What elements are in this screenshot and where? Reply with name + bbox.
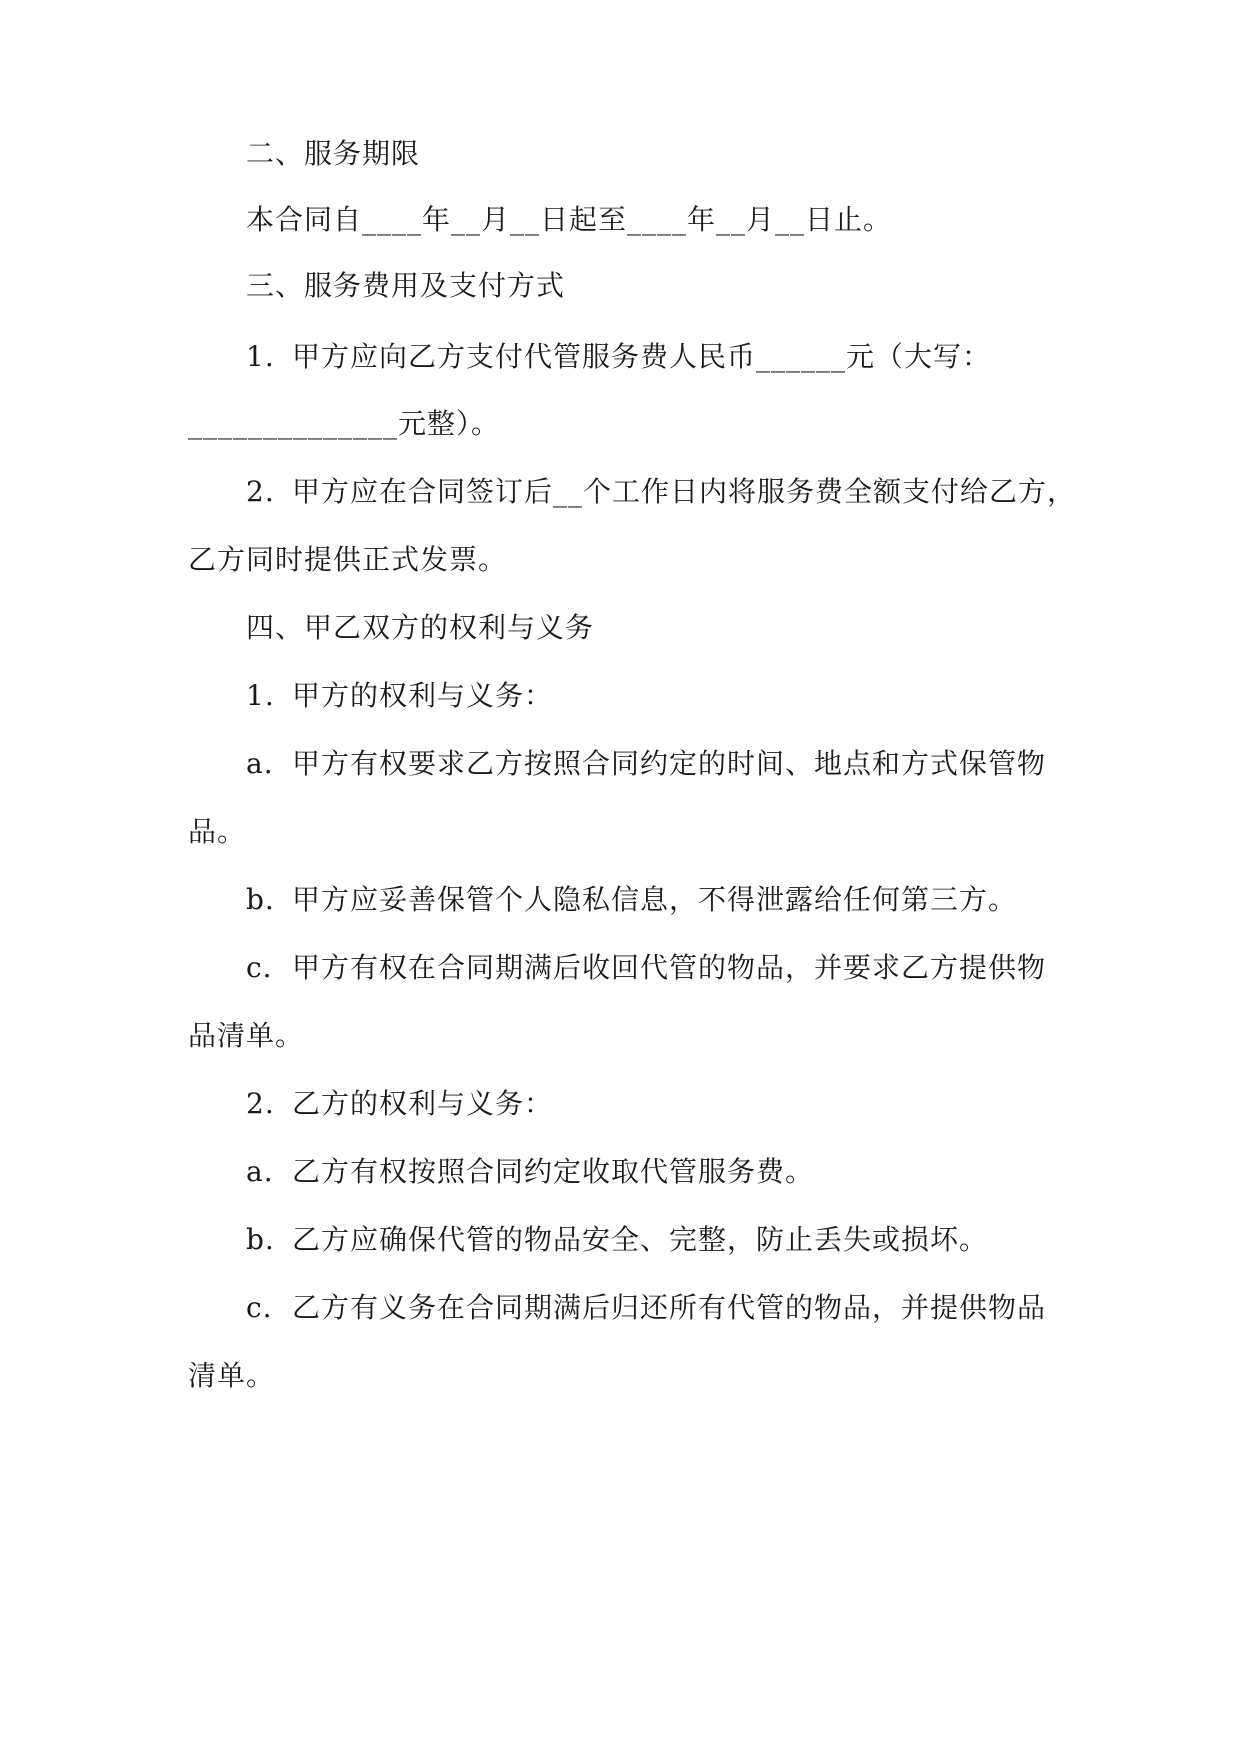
list-marker: 1. [246,340,275,373]
party-a-heading: 1. 甲方的权利与义务： [246,676,1068,716]
section-heading-fees: 三、服务费用及支付方式 [246,269,566,302]
fee-item-2-continued: 乙方同时提供正式发票。 [188,543,508,576]
fee-item-2: 2. 甲方应在合同签订后__个工作日内将服务费全额支付给乙方， [246,472,1068,512]
party-a-item-a-continued: 品。 [188,815,247,848]
party-a-item-a: a. 甲方有权要求乙方按照合同约定的时间、地点和方式保管物 [246,744,1068,784]
fee-item-1: 1. 甲方应向乙方支付代管服务费人民币______元（大写： [246,337,1068,377]
party-a-item-c-continued: 品清单。 [188,1019,305,1052]
party-b-item-c-continued: 清单。 [188,1359,276,1392]
party-b-item-a: a. 乙方有权按照合同约定收取代管服务费。 [246,1152,1068,1192]
list-marker: b. [246,1223,275,1256]
fee-item-1-continued: ______________元整）。 [188,407,501,440]
section-heading-service-term: 二、服务期限 [246,137,421,170]
list-marker: 2. [246,475,275,508]
list-marker: a. [246,1155,274,1188]
list-marker: 2. [246,1087,275,1120]
paragraph-term-dates: 本合同自____年__月__日起至____年__月__日止。 [246,203,893,236]
party-a-item-c: c. 甲方有权在合同期满后收回代管的物品，并要求乙方提供物 [246,948,1068,988]
section-heading-rights: 四、甲乙双方的权利与义务 [246,611,595,644]
list-marker: c. [246,951,273,984]
party-b-item-b: b. 乙方应确保代管的物品安全、完整，防止丢失或损坏。 [246,1220,1068,1260]
party-b-heading: 2. 乙方的权利与义务： [246,1084,1068,1124]
list-marker: a. [246,747,274,780]
party-b-item-c: c. 乙方有义务在合同期满后归还所有代管的物品，并提供物品 [246,1288,1068,1328]
list-marker: b. [246,883,275,916]
list-marker: 1. [246,679,275,712]
party-a-item-b: b. 甲方应妥善保管个人隐私信息，不得泄露给任何第三方。 [246,880,1068,920]
list-marker: c. [246,1291,273,1324]
